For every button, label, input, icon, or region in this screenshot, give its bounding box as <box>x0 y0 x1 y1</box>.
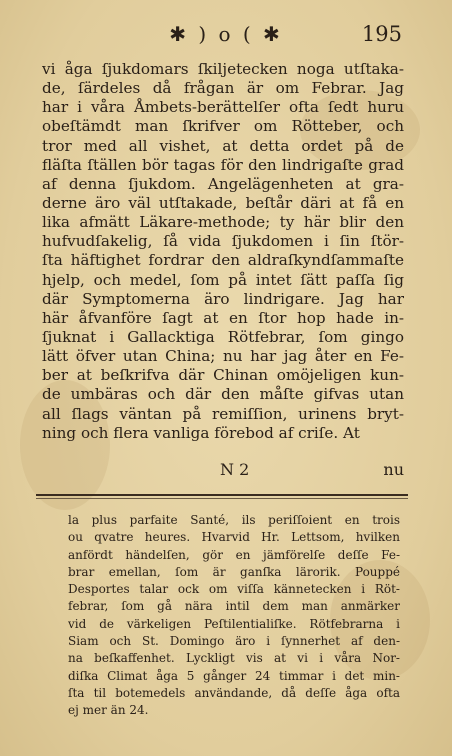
catchword: nu <box>383 460 404 479</box>
text-line: ſjuknat i Gallacktiga Rötfebrar, ſom gingo <box>42 327 404 346</box>
page-number: 195 <box>361 22 402 46</box>
text-line: här åfvanföre ſagt at en ſtor hop hade in- <box>42 308 404 327</box>
footnote-text <box>68 512 400 720</box>
text-line: hufvudſakelig, ſå vida ſjukdomen i ſin ſtör- <box>42 232 404 251</box>
text-line: fläſta ſtällen bör tagas för den lindrigaſte grad <box>42 155 404 174</box>
text-line: ber at beſkrifva där Chinan omöjeligen kun- <box>42 366 404 385</box>
text-line: tror med all vishet, at detta ordet på de <box>42 136 404 155</box>
text-line: hjelp, och medel, ſom på intet ſätt paſſa ſig <box>42 270 404 289</box>
text-line: derne äro väl utſtakade, beſtår däri at få en <box>42 193 404 212</box>
footnote-rule-thin <box>36 498 408 499</box>
text-line: vi åga ſjukdomars ſkiljetecken noga utſtaka- <box>42 60 404 78</box>
text-line: af denna ſjukdom. Angelägenheten at gra- <box>42 174 404 193</box>
signature-line <box>42 460 404 482</box>
footnote-line: vid de värkeligen Peſtilentialiſke. Rötfebrarna i <box>68 616 400 631</box>
footnote-line: febrar, ſom gå nära intil dem man anmärker <box>68 599 400 614</box>
footnote-line: Desportes talar ock om viſſa kännetecken i Röt- <box>68 582 400 597</box>
main-text <box>42 60 404 443</box>
header-ornament: ✱ ) o ( ✱ <box>169 22 283 46</box>
text-line: de, ſärdeles då frågan är om Febrar. Jag <box>42 79 404 98</box>
text-line: lätt öfver utan China; nu har jag åter en Fe- <box>42 347 404 366</box>
text-line: där Symptomerna äro lindrigare. Jag har <box>42 289 404 308</box>
footnote-line: na beſkaffenhet. Lyckligt vis at vi i våra Nor- <box>68 651 400 666</box>
signature-mark: N 2 <box>220 460 250 479</box>
text-line: all ſlags väntan på remiſſion, urinens bryt- <box>42 404 404 423</box>
footnote-line: ej mer än 24. <box>68 703 149 718</box>
text-line: lika afmätt Läkare-methode; ty här blir den <box>42 213 404 232</box>
running-header <box>0 22 452 48</box>
footnote-line: Siam och St. Domingo äro i ſynnerhet af den- <box>68 634 400 649</box>
footnote-line: ſta til botemedels användande, då deſſe åga ofta <box>68 685 400 700</box>
text-line: de umbäras och där den måſte gifvas utan <box>42 385 404 404</box>
footnote-rule <box>36 494 408 496</box>
footnote-line: anfördt händelſen, gör en jämförelſe deſſe Fe- <box>68 547 400 562</box>
text-line: ſta häftighet fordrar den aldraſkyndſammaſte <box>42 251 404 270</box>
text-line: ning och flera vanliga förebod af criſe. At <box>42 423 360 442</box>
text-line: har i våra Åmbets-berättelſer ofta ſedt huru <box>42 98 404 117</box>
footnote-line: diſka Climat åga 5 gånger 24 timmar i det min- <box>68 668 400 683</box>
footnote-line: la plus parfaite Santé, ils periſſoient en trois <box>68 513 400 527</box>
footnote-line: ou qvatre heures. Hvarvid Hr. Lettsom, hvilken <box>68 530 400 545</box>
text-line: obeſtämdt man ſkrifver om Rötteber, och <box>42 117 404 136</box>
footnote-line: brar emellan, ſom är ganſka lärorik. Pouppé <box>68 564 400 579</box>
